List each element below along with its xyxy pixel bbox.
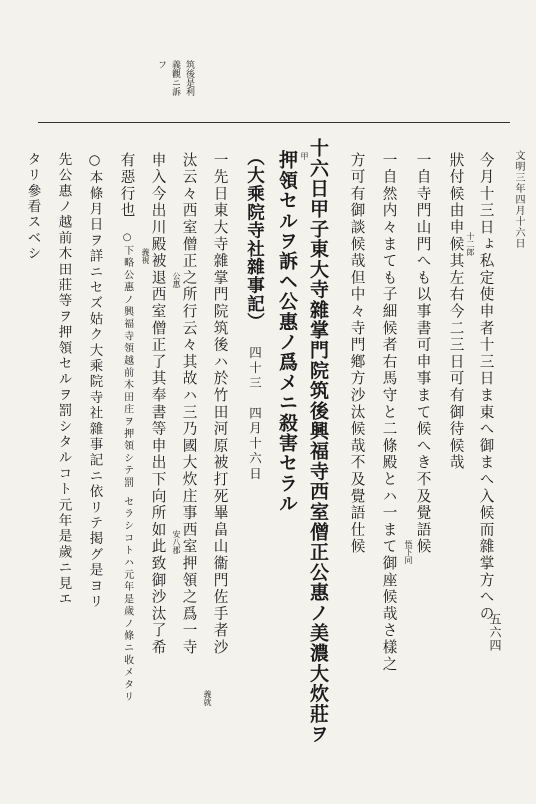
inline-note-line: セラシコトハ元年是歲ノ條ニ收メタリ (121, 496, 133, 704)
gloss: 安八郡 (172, 530, 181, 554)
column-12-text: 有惡行也 (118, 152, 136, 220)
gloss: 公惠 (172, 272, 181, 288)
text-column-10: 汰云々西室僧正之所行云々其故ハ三乃國大炊庄事西室押領之爲一寺 (180, 152, 198, 656)
gloss: 十二郎 (466, 232, 475, 256)
gloss: 甲 (300, 152, 309, 160)
summary-column-2: 押領セルヲ訴ヘ公惠ノ爲メニ殺害セラル (276, 150, 298, 514)
text-column-9: 一先日東大寺雜掌門院筑後ハ於竹田河原被打死畢畠山衞門佐手者沙 (211, 152, 229, 656)
side-note (156, 60, 196, 114)
gloss: 義就 (203, 690, 212, 706)
inline-note-line: ○下略公惠ノ興福寺領越前木田庄ヲ押領シテ罰 (121, 232, 133, 490)
side-note-line: 義觀ニ訴 (170, 60, 180, 96)
text-column-3: 一自寺門山門へも以事書可申事まて候へき不及覺語候 (414, 152, 432, 556)
source-title-block (245, 148, 263, 482)
gloss: 義視 (141, 248, 150, 264)
text-column-4: 一自然内々まても子細候者右馬守と二條殿とハ一まて御座候哉さ樣之 (380, 152, 398, 673)
source-title-text: 大乘院寺社雜事記 (244, 166, 265, 313)
entry-date: 文明三年四月十六日 (513, 150, 524, 249)
header-rule (38, 122, 510, 123)
side-note-line: フ (156, 60, 166, 69)
text-column-1: 今月十三日ょ私定使申者十三日ま東へ御まへ入候而雜掌方への (477, 152, 495, 623)
text-column-12 (119, 152, 134, 704)
editorial-note-1: ○本條月日ヲ詳ニセズ姑ク大乘院寺社雜事記ニ依リテ掲グ是ヨリ (86, 152, 103, 610)
source-title: （大乘院寺社雜事記） (244, 148, 265, 332)
editorial-note-3: タリ參看スベシ (24, 152, 41, 262)
inline-note (119, 232, 134, 703)
source-subtitle: 四十三 四月十六日 (247, 345, 263, 482)
gloss: 悟下同 (404, 540, 413, 564)
text-column-5: 方可有御談候哉但中々寺門鄕方沙汰候哉不及覺語仕候 (348, 152, 366, 556)
editorial-note-2: 先公惠ノ越前木田莊等ヲ押領セルヲ罰シタルコト元年是歲ニ見エ (55, 152, 72, 608)
side-note-line: 筑後是利 (184, 60, 194, 96)
text-column-11: 申入今出川殿被退西室僧正了其奉書等申出下向所如此致御沙汰了希 (149, 152, 167, 656)
page-number: 五六四 (488, 613, 502, 652)
summary-column-1: 十六日甲子東大寺雜掌門院筑後興福寺西室僧正公惠ノ美濃大炊莊ヲ (307, 138, 329, 744)
text-column-2: 狀付候由申候其左右今二三日可有御待候哉 (447, 152, 465, 472)
